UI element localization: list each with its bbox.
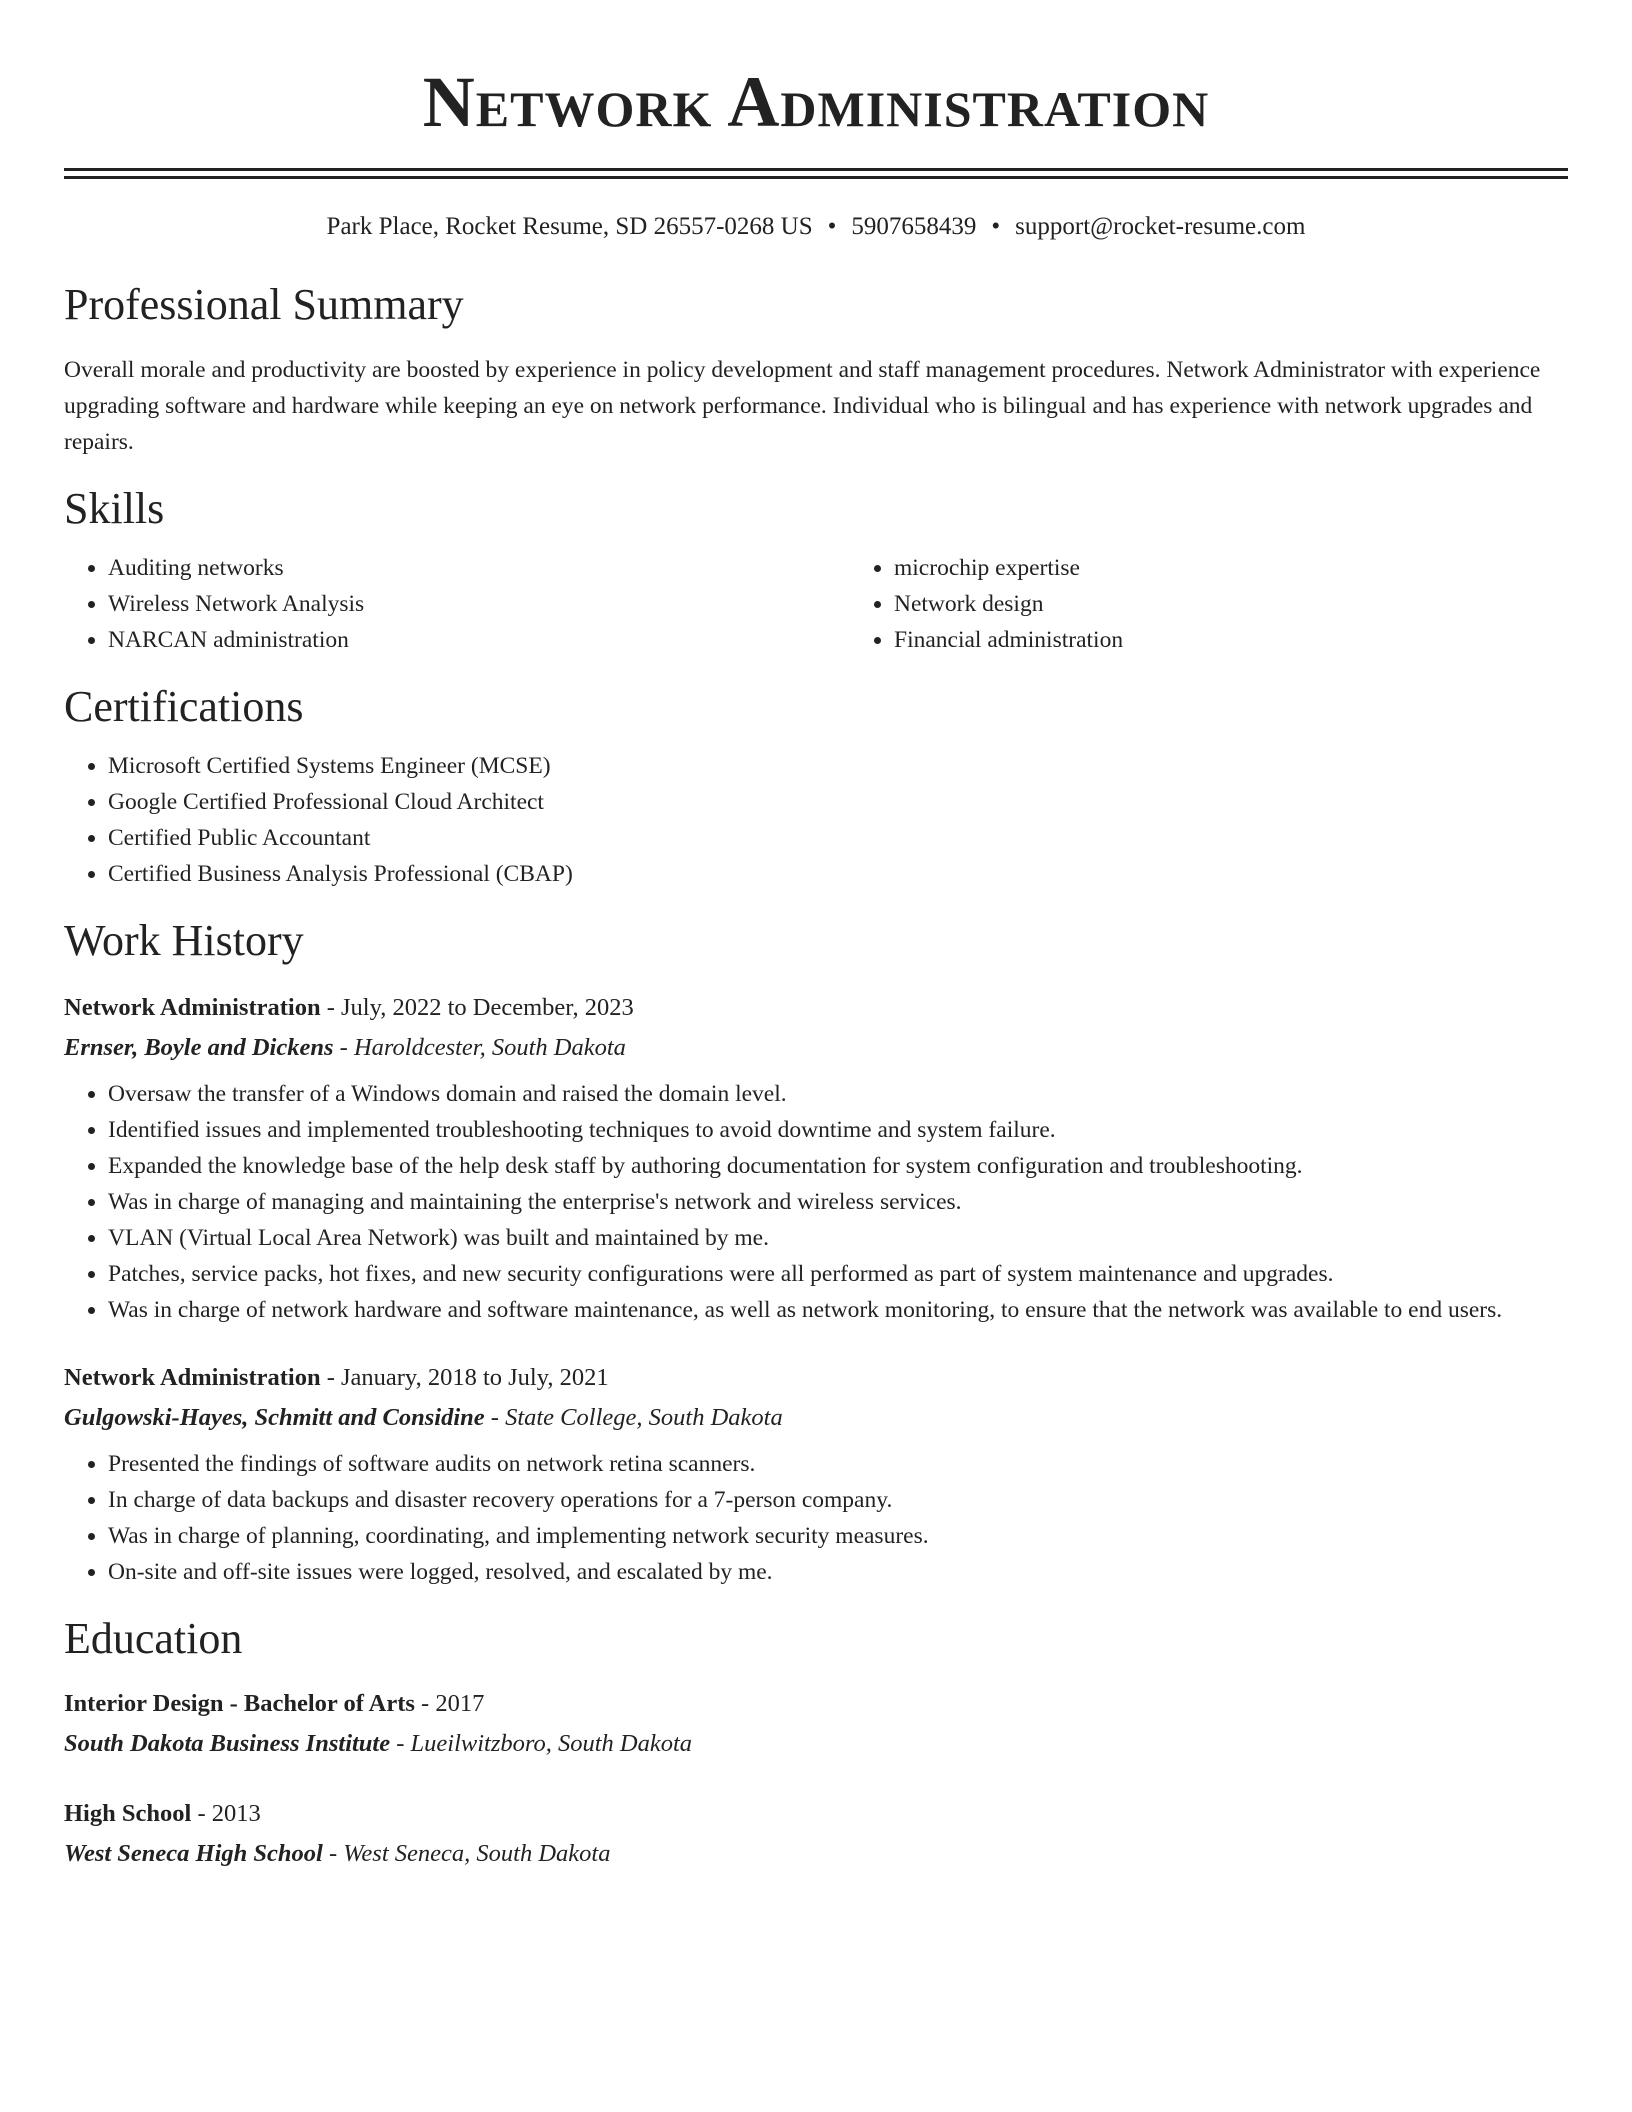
job-bullet: • On-site and off-site issues were logged, resolved, and escalated by me. bbox=[108, 1554, 1568, 1590]
skill-item: • Wireless Network Analysis bbox=[108, 586, 850, 622]
contact-line bbox=[64, 210, 1568, 244]
summary-heading: Professional Summary bbox=[64, 280, 464, 329]
skills-list-left bbox=[64, 550, 850, 658]
job-company: Gulgowski-Hayes, Schmitt and Considine bbox=[64, 1404, 485, 1431]
job-dates: - July, 2022 to December, 2023 bbox=[320, 994, 634, 1021]
contact-phone: 5907658439 bbox=[851, 213, 977, 240]
job-bullet: • Was in charge of network hardware and software maintenance, as well as network monitoring, to ensure that the network was available to end users. bbox=[108, 1292, 1568, 1328]
skills-columns bbox=[64, 550, 1568, 658]
certifications-heading: Certifications bbox=[64, 682, 304, 731]
education-degree-line bbox=[64, 1684, 1568, 1724]
certification-item: • Certified Business Analysis Professional (CBAP) bbox=[108, 856, 1568, 892]
summary-text: Overall morale and productivity are boosted by experience in policy development and staff management procedures. Network Administrator with experience upgrading software and hardware while keeping an eye on network performance. Individual who is bilingual and has experience with network upgrades and repairs. bbox=[64, 357, 1541, 455]
certification-item: • Microsoft Certified Systems Engineer (MCSE) bbox=[108, 748, 1568, 784]
job-bullet: • In charge of data backups and disaster recovery operations for a 7-person company. bbox=[108, 1482, 1568, 1518]
job-bullet: • Oversaw the transfer of a Windows domain and raised the domain level. bbox=[108, 1076, 1568, 1112]
certifications-list bbox=[64, 748, 1568, 892]
job-bullet: • Identified issues and implemented troubleshooting techniques to avoid downtime and system failure. bbox=[108, 1112, 1568, 1148]
certifications-section bbox=[64, 680, 1568, 892]
contact-separator: • bbox=[827, 213, 837, 240]
job-bullets bbox=[64, 1076, 1568, 1328]
education-school-line bbox=[64, 1724, 1568, 1764]
job-title-line bbox=[64, 988, 1568, 1028]
job-company-line bbox=[64, 1398, 1568, 1438]
education-school: South Dakota Business Institute bbox=[64, 1730, 391, 1757]
education-year: - 2013 bbox=[191, 1800, 261, 1827]
job-title: Network Administration bbox=[64, 994, 321, 1021]
job-bullet: • VLAN (Virtual Local Area Network) was built and maintained by me. bbox=[108, 1220, 1568, 1256]
skills-section bbox=[64, 482, 1568, 658]
contact-address: Park Place, Rocket Resume, SD 26557-0268 US bbox=[326, 213, 813, 240]
work-history-heading: Work History bbox=[64, 916, 304, 965]
job-bullet: • Expanded the knowledge base of the help desk staff by authoring documentation for system configuration and troubleshooting. bbox=[108, 1148, 1568, 1184]
certification-item: • Certified Public Accountant bbox=[108, 820, 1568, 856]
education-location: - West Seneca, South Dakota bbox=[322, 1840, 611, 1867]
education-degree-line bbox=[64, 1794, 1568, 1834]
resume-name: Network Administration bbox=[422, 62, 1210, 142]
education-degree: High School bbox=[64, 1800, 192, 1827]
certification-item: • Google Certified Professional Cloud Architect bbox=[108, 784, 1568, 820]
job-entry bbox=[64, 1358, 1568, 1590]
job-dates: - January, 2018 to July, 2021 bbox=[320, 1364, 609, 1391]
job-company: Ernser, Boyle and Dickens bbox=[64, 1034, 334, 1061]
job-location: - Haroldcester, South Dakota bbox=[333, 1034, 626, 1061]
job-bullet: • Was in charge of planning, coordinating, and implementing network security measures. bbox=[108, 1518, 1568, 1554]
skill-item: • Network design bbox=[894, 586, 1568, 622]
job-entry bbox=[64, 988, 1568, 1328]
job-bullet: • Patches, service packs, hot fixes, and new security configurations were all performed as part of system maintenance and upgrades. bbox=[108, 1256, 1568, 1292]
job-title: Network Administration bbox=[64, 1364, 321, 1391]
contact-separator: • bbox=[991, 213, 1001, 240]
job-bullet: • Was in charge of managing and maintaining the enterprise's network and wireless services. bbox=[108, 1184, 1568, 1220]
education-school: West Seneca High School bbox=[64, 1840, 323, 1867]
job-bullet: • Presented the findings of software audits on network retina scanners. bbox=[108, 1446, 1568, 1482]
skills-heading: Skills bbox=[64, 484, 165, 533]
skills-list-right bbox=[850, 550, 1568, 658]
education-location: - Lueilwitzboro, South Dakota bbox=[390, 1730, 693, 1757]
education-entry bbox=[64, 1684, 1568, 1764]
job-location: - State College, South Dakota bbox=[484, 1404, 783, 1431]
job-company-line bbox=[64, 1028, 1568, 1068]
skill-item: • microchip expertise bbox=[894, 550, 1568, 586]
skill-item: • NARCAN administration bbox=[108, 622, 850, 658]
education-entry bbox=[64, 1794, 1568, 1874]
education-year: - 2017 bbox=[414, 1690, 485, 1717]
work-history-section bbox=[64, 914, 1568, 1590]
contact-email: support@rocket-resume.com bbox=[1015, 213, 1306, 240]
job-title-line bbox=[64, 1358, 1568, 1398]
summary-section bbox=[64, 278, 1568, 460]
education-heading: Education bbox=[64, 1614, 243, 1663]
header-double-rule bbox=[64, 168, 1568, 179]
education-section bbox=[64, 1612, 1568, 1874]
job-bullets bbox=[64, 1446, 1568, 1590]
skill-item: • Financial administration bbox=[894, 622, 1568, 658]
education-degree: Interior Design - Bachelor of Arts bbox=[64, 1690, 415, 1717]
skill-item: • Auditing networks bbox=[108, 550, 850, 586]
education-school-line bbox=[64, 1834, 1568, 1874]
